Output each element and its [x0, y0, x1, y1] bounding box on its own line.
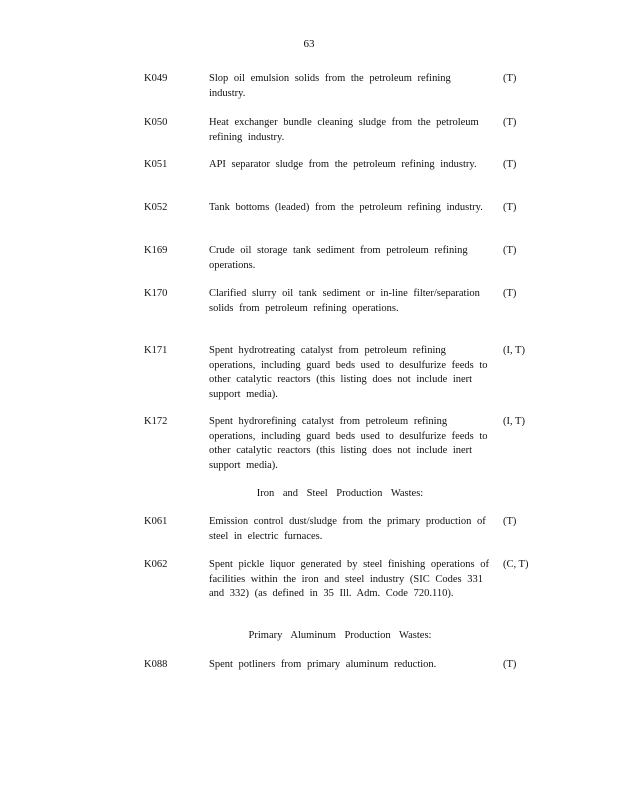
- hazard-code: (T): [503, 159, 517, 170]
- waste-code: K171: [144, 345, 168, 356]
- waste-code: K051: [144, 159, 168, 170]
- waste-code: K062: [144, 559, 168, 570]
- waste-code: K061: [144, 516, 168, 527]
- hazard-code: (T): [503, 288, 517, 299]
- hazard-code: (T): [503, 202, 517, 213]
- hazard-code: (T): [503, 659, 517, 670]
- waste-description: Emission control dust/sludge from the primary production of steel in electric furnaces.: [209, 516, 486, 542]
- hazard-code: (C, T): [503, 559, 529, 570]
- waste-code: K049: [144, 73, 168, 84]
- waste-description: Spent hydrotreating catalyst from petroleum refining operations, including guard beds used to desulfurize feeds to other catalytic reactors (this listing does not include inert support media).: [209, 345, 488, 400]
- waste-description: Spent hydrorefining catalyst from petroleum refining operations, including guard beds used to desulfurize feeds to other catalytic reactors (this listing does not include inert support media).: [209, 416, 488, 471]
- hazard-code: (I, T): [503, 345, 525, 356]
- hazard-code: (T): [503, 117, 517, 128]
- waste-description: Clarified slurry oil tank sediment or in-line filter/separation solids from petroleum refining operations.: [209, 288, 480, 314]
- waste-code: K088: [144, 659, 168, 670]
- waste-code: K172: [144, 416, 168, 427]
- waste-description: API separator sludge from the petroleum refining industry.: [209, 159, 477, 170]
- hazard-code: (T): [503, 73, 517, 84]
- waste-code: K169: [144, 245, 168, 256]
- waste-description: Crude oil storage tank sediment from petroleum refining operations.: [209, 245, 468, 271]
- waste-code: K050: [144, 117, 168, 128]
- waste-description: Slop oil emulsion solids from the petroleum refining industry.: [209, 73, 451, 99]
- waste-description: Tank bottoms (leaded) from the petroleum refining industry.: [209, 202, 483, 213]
- waste-description: Heat exchanger bundle cleaning sludge from the petroleum refining industry.: [209, 117, 479, 143]
- section-heading-aluminum: Primary Aluminum Production Wastes:: [248, 630, 432, 641]
- hazard-code: (I, T): [503, 416, 525, 427]
- section-heading-iron-steel: Iron and Steel Production Wastes:: [256, 488, 424, 499]
- waste-code: K170: [144, 288, 168, 299]
- hazard-code: (T): [503, 245, 517, 256]
- page-number: 63: [303, 38, 315, 50]
- waste-code: K052: [144, 202, 168, 213]
- waste-description: Spent pickle liquor generated by steel finishing operations of facilities within the iron and steel industry (SIC Codes 331 and 332) (as defined in 35 Ill. Adm. Code 720.110).: [209, 559, 490, 599]
- waste-description: Spent potliners from primary aluminum reduction.: [209, 659, 437, 670]
- hazard-code: (T): [503, 516, 517, 527]
